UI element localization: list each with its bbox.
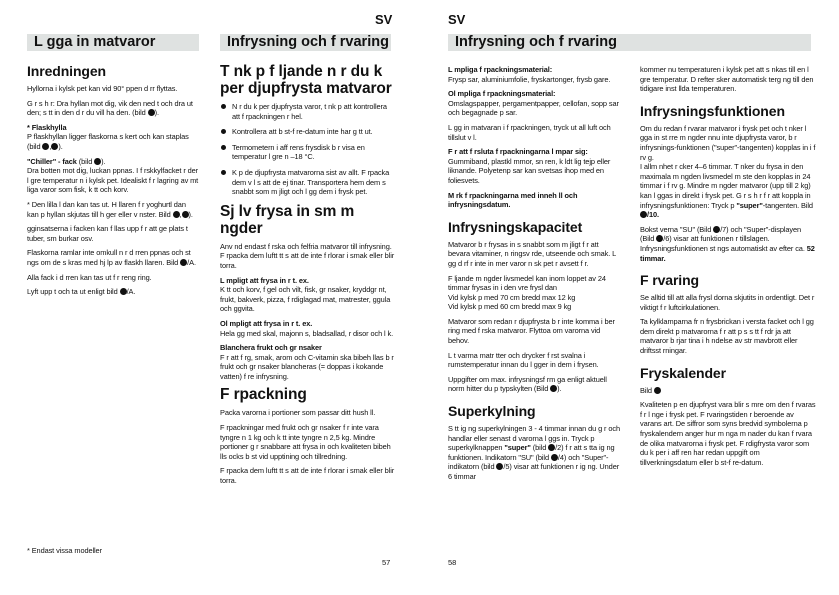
figure-ref-icon bbox=[182, 211, 189, 218]
paragraph-unsuitable: Ol mpligt att frysa in r t. ex. Hela gg med skal, majonn s, bladsallad, r disor och l k. bbox=[220, 318, 394, 338]
paragraph-pack-weights: F rpackningar med frukt och gr nsaker f r inte vara tyngre n 1 kg och k tt inte tyngre n 2,5 kg. Mindre portioner g r snabbare att frysa in och kvaliteten bibeh lls ocks b st vid upptining och tillredning. bbox=[220, 423, 391, 461]
paragraph-drawers: Se alltid till att alla frysl dorna skjutits in ordentligt. Det r viktigt f r luftcirkulationen. bbox=[640, 293, 815, 312]
figure-ref-icon bbox=[120, 288, 127, 295]
heading-supercooling: Superkylning bbox=[448, 403, 536, 420]
paragraph-egg-inserts: gginsatserna i facken kan f llas upp f r att ge plats t tuber, sm burkar osv. bbox=[27, 224, 188, 243]
paragraph-temperature-lower: kommer nu temperaturen i kylsk pet att s nkas till en l gre temperatur. D refter sker automatisk terg ng till den tidigare inst llda temperaturen. bbox=[640, 65, 814, 94]
left-column-1 bbox=[27, 63, 199, 302]
paragraph-cool-first: L t varma matr tter och drycker f rst svalna i rumstemperatur innan du l gger in dem i frysen. bbox=[448, 350, 599, 370]
paragraph-function-intro: Om du redan f rvarar matvaror i frysk pet och t nker l gga in st rre m ngder nnu inte djupfrysta varor, b r infrysnings-funktionen ("super"-tangenten) kopplas in i f rv g. I allm nhet r cker 4–6 timmar. T nker du frysa in den maximala m ngden livsmedel m ste den kopplas in 24 timmar i f rv g. Mindre m ngder matvaror (upp till 2 kg) kan l ggas in direkt i frysk pet. G r s h r f r att koppla in infrysningsfunktionen: Tryck p "super"-tangenten. Bild /10. bbox=[640, 123, 816, 220]
heading-buying-frozen: T nk p f ljande n r du k per djupfrysta matvaror bbox=[220, 63, 392, 97]
paragraph-bottle-shelf: * Flaskhylla P flaskhyllan ligger flaskorna s kert och kan staplas (bild ). bbox=[27, 122, 189, 151]
section-banner-freezing-storage-right: Infrysning och f rvaring bbox=[448, 34, 811, 51]
right-column-1 bbox=[448, 65, 620, 487]
figure-ref-icon bbox=[148, 109, 155, 116]
paragraph-yoghurt-box: * Den lilla l dan kan tas ut. H llaren f r yoghurtl dan kan p hyllan skjutas till h ger eller v nster. Bild , ). bbox=[27, 199, 193, 219]
language-code: SV bbox=[375, 12, 393, 27]
paragraph-closing: F r att f rsluta f rpackningarna l mpar sig: Gummiband, plastkl mmor, sn ren, k ldt lig tejp eller liknande. Polyetenp sar kan svetsas ihop med en foliesvets. bbox=[448, 147, 611, 185]
paragraph-pack-portions: Packa varorna i portioner som passar ditt hush ll. bbox=[220, 408, 376, 418]
heading-freeze-small: Sj lv frysa in sm m ngder bbox=[220, 202, 355, 237]
paragraph-lift-out: Lyft upp t och ta ut enligt bild /A. bbox=[27, 287, 136, 297]
paragraph-rating-plate: Uppgifter om max. infrysningsf rm ga enligt aktuell norm hitter du p typskylten (Bild ). bbox=[448, 374, 607, 394]
figure-ref-icon bbox=[551, 454, 558, 461]
paragraph-already-frozen: Matvaror som redan r djupfrysta b r inte komma i ber ring med f rska matvaror. Flyttoa om varorna vid behov. bbox=[448, 316, 615, 346]
bullet-icon bbox=[221, 145, 226, 150]
figure-ref-icon bbox=[42, 143, 49, 150]
figure-ref-icon bbox=[173, 211, 180, 218]
heading-interior: Inredningen bbox=[27, 63, 107, 79]
heading-freezer-calendar: Fryskalender bbox=[640, 364, 726, 381]
page-number-right: 58 bbox=[448, 558, 457, 567]
paragraph-supercooling: S tt ig ng superkylningen 3 - 4 timmar innan du g r och handlar eller senast d varorna l ggs in. Tryck p superkylknappen "super" (bild /2) f r att s tta ig ng funktionen. Indikatorn "SU" (bild /4) och "Super"-indikatorn (bild /5) visar att funktionen r ig ng. Under 6 timmar bbox=[448, 424, 620, 481]
paragraph-label-packages: M rk f rpackningarna med inneh ll och infrysningsdatum. bbox=[448, 190, 578, 210]
language-code-right: SV bbox=[448, 12, 466, 27]
paragraph-capacity-amounts: F ljande m ngder livsmedel kan inom loppet av 24 timmar frysas in i den vre frysl dan Vid kylsk p med 70 cm bredd max 12 kg Vid kylsk p med 60 cm bredd max 9 kg bbox=[448, 273, 606, 312]
heading-freezing-function: Infrysningsfunktionen bbox=[640, 102, 785, 119]
page-number-left: 57 bbox=[382, 558, 391, 567]
paragraph-fresh-only: Anv nd endast f rska och felfria matvaror till infrysning. F rpacka dem luftt tt s att de inte f rlorar i smak eller blir torra. bbox=[220, 241, 395, 270]
section-banner-loading-food: L gga in matvaror bbox=[27, 34, 199, 51]
bullet-icon bbox=[221, 170, 226, 175]
paragraph-calendar-ref: Bild bbox=[640, 386, 816, 396]
right-column-2 bbox=[640, 65, 816, 472]
paragraph-suitable: L mpligt att frysa in r t. ex. K tt och korv, f gel och vilt, fisk, gr nsaker, kryddgr nt, frukt, bakverk, pizza, f rdiglagad mat, matrester, ggula och ggvita. bbox=[220, 275, 391, 314]
bullet-item: Kontrollera att b st-f re-datum inte har g tt ut. bbox=[220, 127, 395, 137]
left-column-2 bbox=[220, 63, 395, 491]
bullet-item: K p de djupfrysta matvarorna sist av allt. F rpacka dem v l s att de ej tinar. Transportera hem dem s snabbt som m jligt och l gg dem i frysk pet. bbox=[220, 168, 395, 197]
paragraph-blanch: Blanchera frukt och gr nsaker F r att f rg, smak, arom och C-vitamin ska bibeh llas b r frukt och gr nsaker blancheras (= doppas i kokande vatten) f re infrysning. bbox=[220, 343, 394, 381]
paragraph-place-food: L gg in matvaran i f rpackningen, tryck ut all luft och tillslut v l. bbox=[448, 122, 611, 142]
footnote: * Endast vissa modeller bbox=[27, 546, 102, 555]
paragraph-bottle-holder: Flaskorna ramlar inte omkull n r d rren ppnas och st ngs om de s kras med hj lp av flaskh llaren. Bild /A. bbox=[27, 248, 196, 267]
paragraph-unsuitable-materials: Ol mpliga f rpackningsmaterial: Omslagspapper, pergamentpapper, cellofan, sopp sar och begagnade p sar. bbox=[448, 89, 619, 118]
heading-packaging: F rpackning bbox=[220, 386, 307, 404]
bullet-icon bbox=[221, 104, 226, 109]
heading-storage: F rvaring bbox=[640, 272, 700, 289]
section-banner-freezing-storage: Infrysning och f rvaring bbox=[220, 34, 391, 51]
paragraph-door-cleaning: Alla fack i d rren kan tas ut f r reng ring. bbox=[27, 272, 152, 282]
paragraph-calendar-text: Kvaliteten p en djupfryst vara blir s mre om den f rvaras f r l nge i frysk pet. F rvaringstiden r beroende av varans art. De siffror som syns bredvid symbolerna p fryskalendern anger hur m nga m nader du kan f rvara de olika matvarorna i frysk pet. F rdigfrysta varor som du k per i aff ren har redan uppgift om tillverkningsdatum eller b st-f re-datum. bbox=[640, 400, 816, 467]
figure-ref-icon bbox=[640, 211, 647, 218]
heading-freezing-capacity: Infrysningskapacitet bbox=[448, 218, 583, 235]
paragraph-pack-airtight: F rpacka dem luftt tt s att de inte f rlorar i smak eller blir torra. bbox=[220, 466, 395, 486]
bullet-icon bbox=[221, 129, 226, 134]
bullet-item: Termometern i aff rens frysdisk b r visa en temperatur l gre n –18 °C. bbox=[220, 143, 395, 162]
paragraph-suitable-materials: L mpliga f rpackningsmaterial: Frysp sar, aluminiumfolie, fryskartonger, frysb gare. bbox=[448, 65, 611, 84]
bullet-item: N r du k per djupfrysta varor, t nk p att kontrollera att f rpackningen r hel. bbox=[220, 102, 395, 121]
figure-ref-icon bbox=[654, 387, 661, 394]
paragraph-function-display: Bokst verna "SU" (Bild /7) och "Super"-displayen (Bild /6) visar att funktionen r tillslagen. Infrysningsfunktionen st ngs automatiskt av efter ca. 52 timmar. bbox=[640, 224, 815, 263]
paragraph-capacity-intro: Matvaror b r frysas in s snabbt som m jligt f r att bevara vitaminer, n ringsv rde, utseende och smak. L gg d rf r inte in mer varor n sk pet r avsett f r. bbox=[448, 239, 616, 268]
paragraph-cold-packs: Ta kylklamparna fr n frysbrickan i versta facket och l gg dem direkt p matvarorna f r att p s s tt f rdr ja att matvaror b rjar tina i h ndelse av str mavbrott eller driftsst rningar. bbox=[640, 317, 814, 356]
paragraph-shelves: Hyllorna i kylsk pet kan vid 90° ppen d rr flyttas. bbox=[27, 84, 178, 93]
paragraph-chiller: "Chiller" - fack (bild ). Dra botten mot dig, luckan ppnas. I f rskkylfacket r der l gre temperatur n i kylsk pet. Idealiskt f r lagring av mt liga varor som fisk, k tt och korv. bbox=[27, 156, 199, 195]
paragraph-shelf-move: G r s h r: Dra hyllan mot dig, vik den ned t och dra ut den; s tt in den d r du vill ha den. (bild ). bbox=[27, 98, 193, 118]
